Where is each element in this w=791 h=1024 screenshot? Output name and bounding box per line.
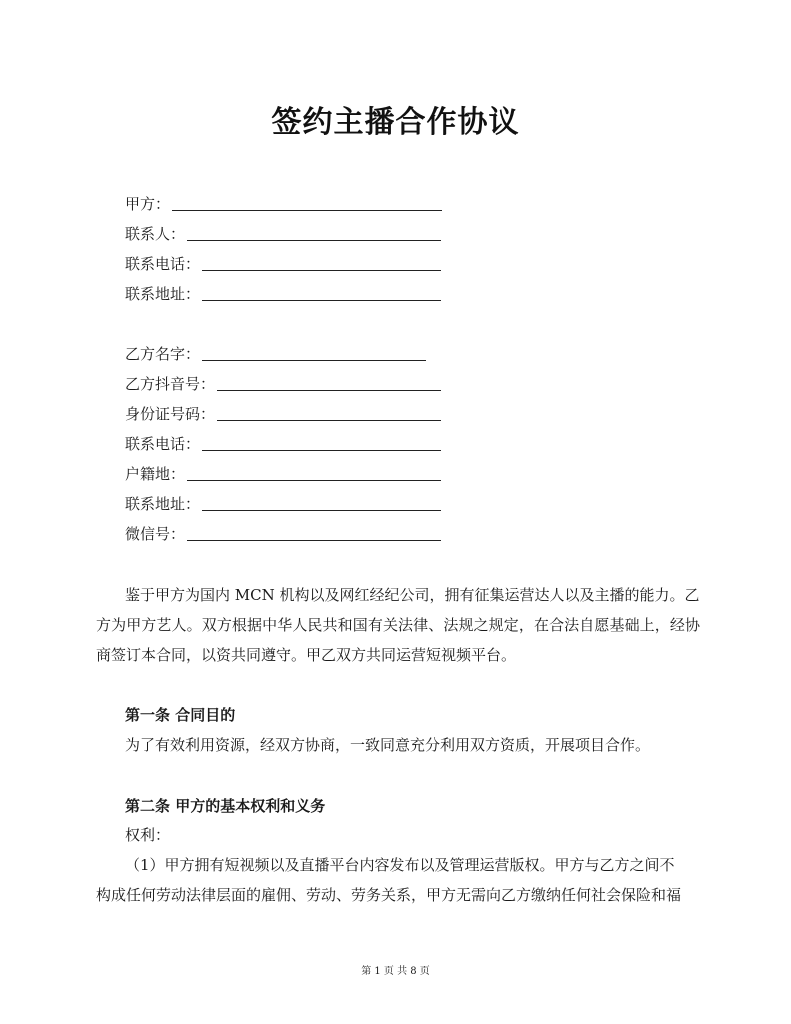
party-b-name-blank[interactable] bbox=[202, 344, 426, 361]
party-b-domicile-label: 户籍地： bbox=[125, 465, 186, 483]
party-a-phone-label: 联系电话： bbox=[125, 255, 201, 273]
party-a-phone-blank[interactable] bbox=[202, 254, 441, 271]
party-a-phone-field bbox=[125, 250, 441, 274]
article-2-item-1-line-2: 构成任何劳动法律层面的雇佣、劳动、劳务关系，甲方无需向乙方缴纳任何社会保险和福 bbox=[96, 886, 682, 904]
preamble-body: 方为甲方艺人。双方根据中华人民共和国有关法律、法规之规定，在合法自愿基础上，经协商签订本合同，以资共同遵守。甲乙双方共同运营短视频平台。 bbox=[96, 616, 700, 664]
party-b-douyin-field bbox=[125, 370, 441, 394]
party-b-name-field bbox=[125, 340, 426, 364]
party-a-name-blank[interactable] bbox=[172, 194, 442, 211]
party-b-id-blank[interactable] bbox=[217, 404, 441, 421]
party-b-wechat-blank[interactable] bbox=[187, 524, 441, 541]
party-b-address-field bbox=[125, 490, 441, 514]
party-b-name-label: 乙方名字： bbox=[125, 345, 201, 363]
article-2-heading: 第二条 甲方的基本权利和义务 bbox=[125, 797, 326, 815]
party-b-phone-field bbox=[125, 430, 441, 454]
party-b-domicile-field bbox=[125, 460, 441, 484]
party-b-douyin-label: 乙方抖音号： bbox=[125, 375, 216, 393]
party-a-address-blank[interactable] bbox=[202, 284, 441, 301]
party-b-id-field bbox=[125, 400, 441, 424]
article-1-heading: 第一条 合同目的 bbox=[125, 706, 236, 724]
party-a-name-label: 甲方： bbox=[125, 195, 171, 213]
party-b-wechat-field bbox=[125, 520, 441, 544]
party-a-contact-blank[interactable] bbox=[187, 224, 441, 241]
party-a-address-label: 联系地址： bbox=[125, 285, 201, 303]
party-b-douyin-blank[interactable] bbox=[217, 374, 441, 391]
party-b-domicile-blank[interactable] bbox=[187, 464, 441, 481]
party-a-contact-field bbox=[125, 220, 441, 244]
party-a-contact-label: 联系人： bbox=[125, 225, 186, 243]
page-number-footer: 第 1 页 共 8 页 bbox=[361, 966, 430, 977]
article-2-rights-label: 权利： bbox=[125, 826, 171, 844]
party-b-address-label: 联系地址： bbox=[125, 495, 201, 513]
party-b-phone-blank[interactable] bbox=[202, 434, 441, 451]
party-b-address-blank[interactable] bbox=[202, 494, 441, 511]
article-2-item-1-line-1: （1）甲方拥有短视频以及直播平台内容发布以及管理运营版权。甲方与乙方之间不 bbox=[125, 856, 675, 874]
party-b-id-label: 身份证号码： bbox=[125, 405, 216, 423]
party-b-wechat-label: 微信号： bbox=[125, 525, 186, 543]
party-a-name-field bbox=[125, 190, 442, 214]
preamble-first-line: 鉴于甲方为国内 MCN 机构以及网红经纪公司，拥有征集运营达人以及主播的能力。乙 bbox=[125, 586, 700, 604]
party-a-address-field bbox=[125, 280, 441, 304]
document-title: 签约主播合作协议 bbox=[271, 105, 520, 140]
article-1-body: 为了有效利用资源，经双方协商，一致同意充分利用双方资质，开展项目合作。 bbox=[125, 736, 651, 754]
party-b-phone-label: 联系电话： bbox=[125, 435, 201, 453]
